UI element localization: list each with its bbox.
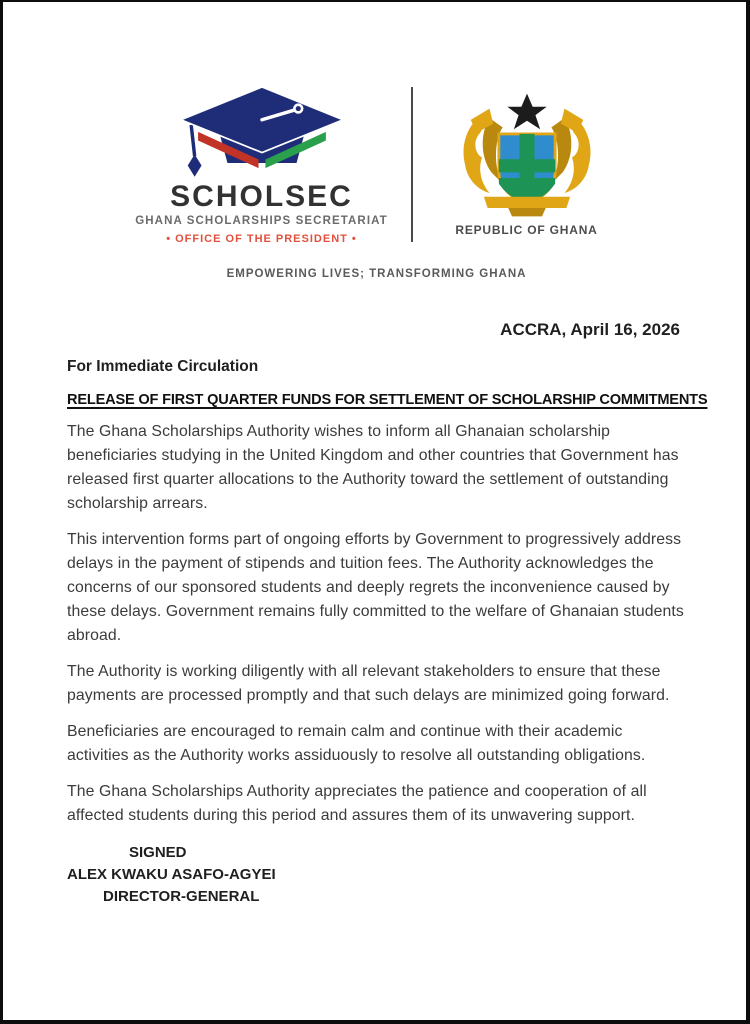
body-copy: [67, 420, 686, 828]
body-paragraph: The Ghana Scholarships Authority appreciates the patience and cooperation of all affected students during this period and assures them of its unwavering support.: [67, 783, 647, 824]
letterhead-tagline: EMPOWERING LIVES; TRANSFORMING GHANA: [226, 268, 527, 280]
scholsec-wordmark: SCHOLSEC: [170, 179, 353, 213]
body-paragraph: The Ghana Scholarships Authority wishes to inform all Ghanaian scholarship beneficiaries studying in the United Kingdom and other countries that Government has released first quarter allocations to the Authority toward the settlement of outstanding scholarship arrears.: [67, 423, 679, 512]
signed-label: SIGNED: [129, 844, 187, 861]
letterhead-divider: [411, 87, 413, 242]
scholsec-logo: [137, 83, 387, 246]
republic-label: REPUBLIC OF GHANA: [455, 223, 598, 237]
scholsec-subtitle: GHANA SCHOLARSHIPS SECRETARIAT: [135, 215, 388, 228]
body-paragraph: This intervention forms part of ongoing efforts by Government to progressively address delays in the payment of stipends and tuition fees. The Authority acknowledges the concerns of our sponsored students and deeply regrets the inconvenience caused by these delays. Government remains fully committed to the welfare of Ghanaian students abroad.: [67, 531, 684, 644]
signature-block: [67, 842, 686, 908]
circulation-note: For Immediate Circulation: [67, 358, 259, 375]
letterhead: [67, 80, 686, 248]
republic-of-ghana-emblem: [437, 91, 617, 237]
office-of-president-line: • OFFICE OF THE PRESIDENT •: [166, 233, 357, 246]
signatory-title: DIRECTOR-GENERAL: [103, 888, 260, 905]
dateline: ACCRA, April 16, 2026: [500, 320, 680, 339]
body-paragraph: The Authority is working diligently with all relevant stakeholders to ensure that these payments are processed promptly and that such delays are minimized going forward.: [67, 663, 670, 704]
body-paragraph: Beneficiaries are encouraged to remain calm and continue with their academic activities as the Authority works assiduously to resolve all outstanding obligations.: [67, 723, 646, 764]
graduation-cap-icon: [167, 83, 357, 179]
release-title: RELEASE OF FIRST QUARTER FUNDS FOR SETTLEMENT OF SCHOLARSHIP COMMITMENTS: [67, 392, 708, 408]
press-release-page: [3, 2, 746, 1020]
ghana-coat-of-arms-icon: [452, 91, 602, 219]
signatory-name: ALEX KWAKU ASAFO-AGYEI: [67, 866, 276, 883]
